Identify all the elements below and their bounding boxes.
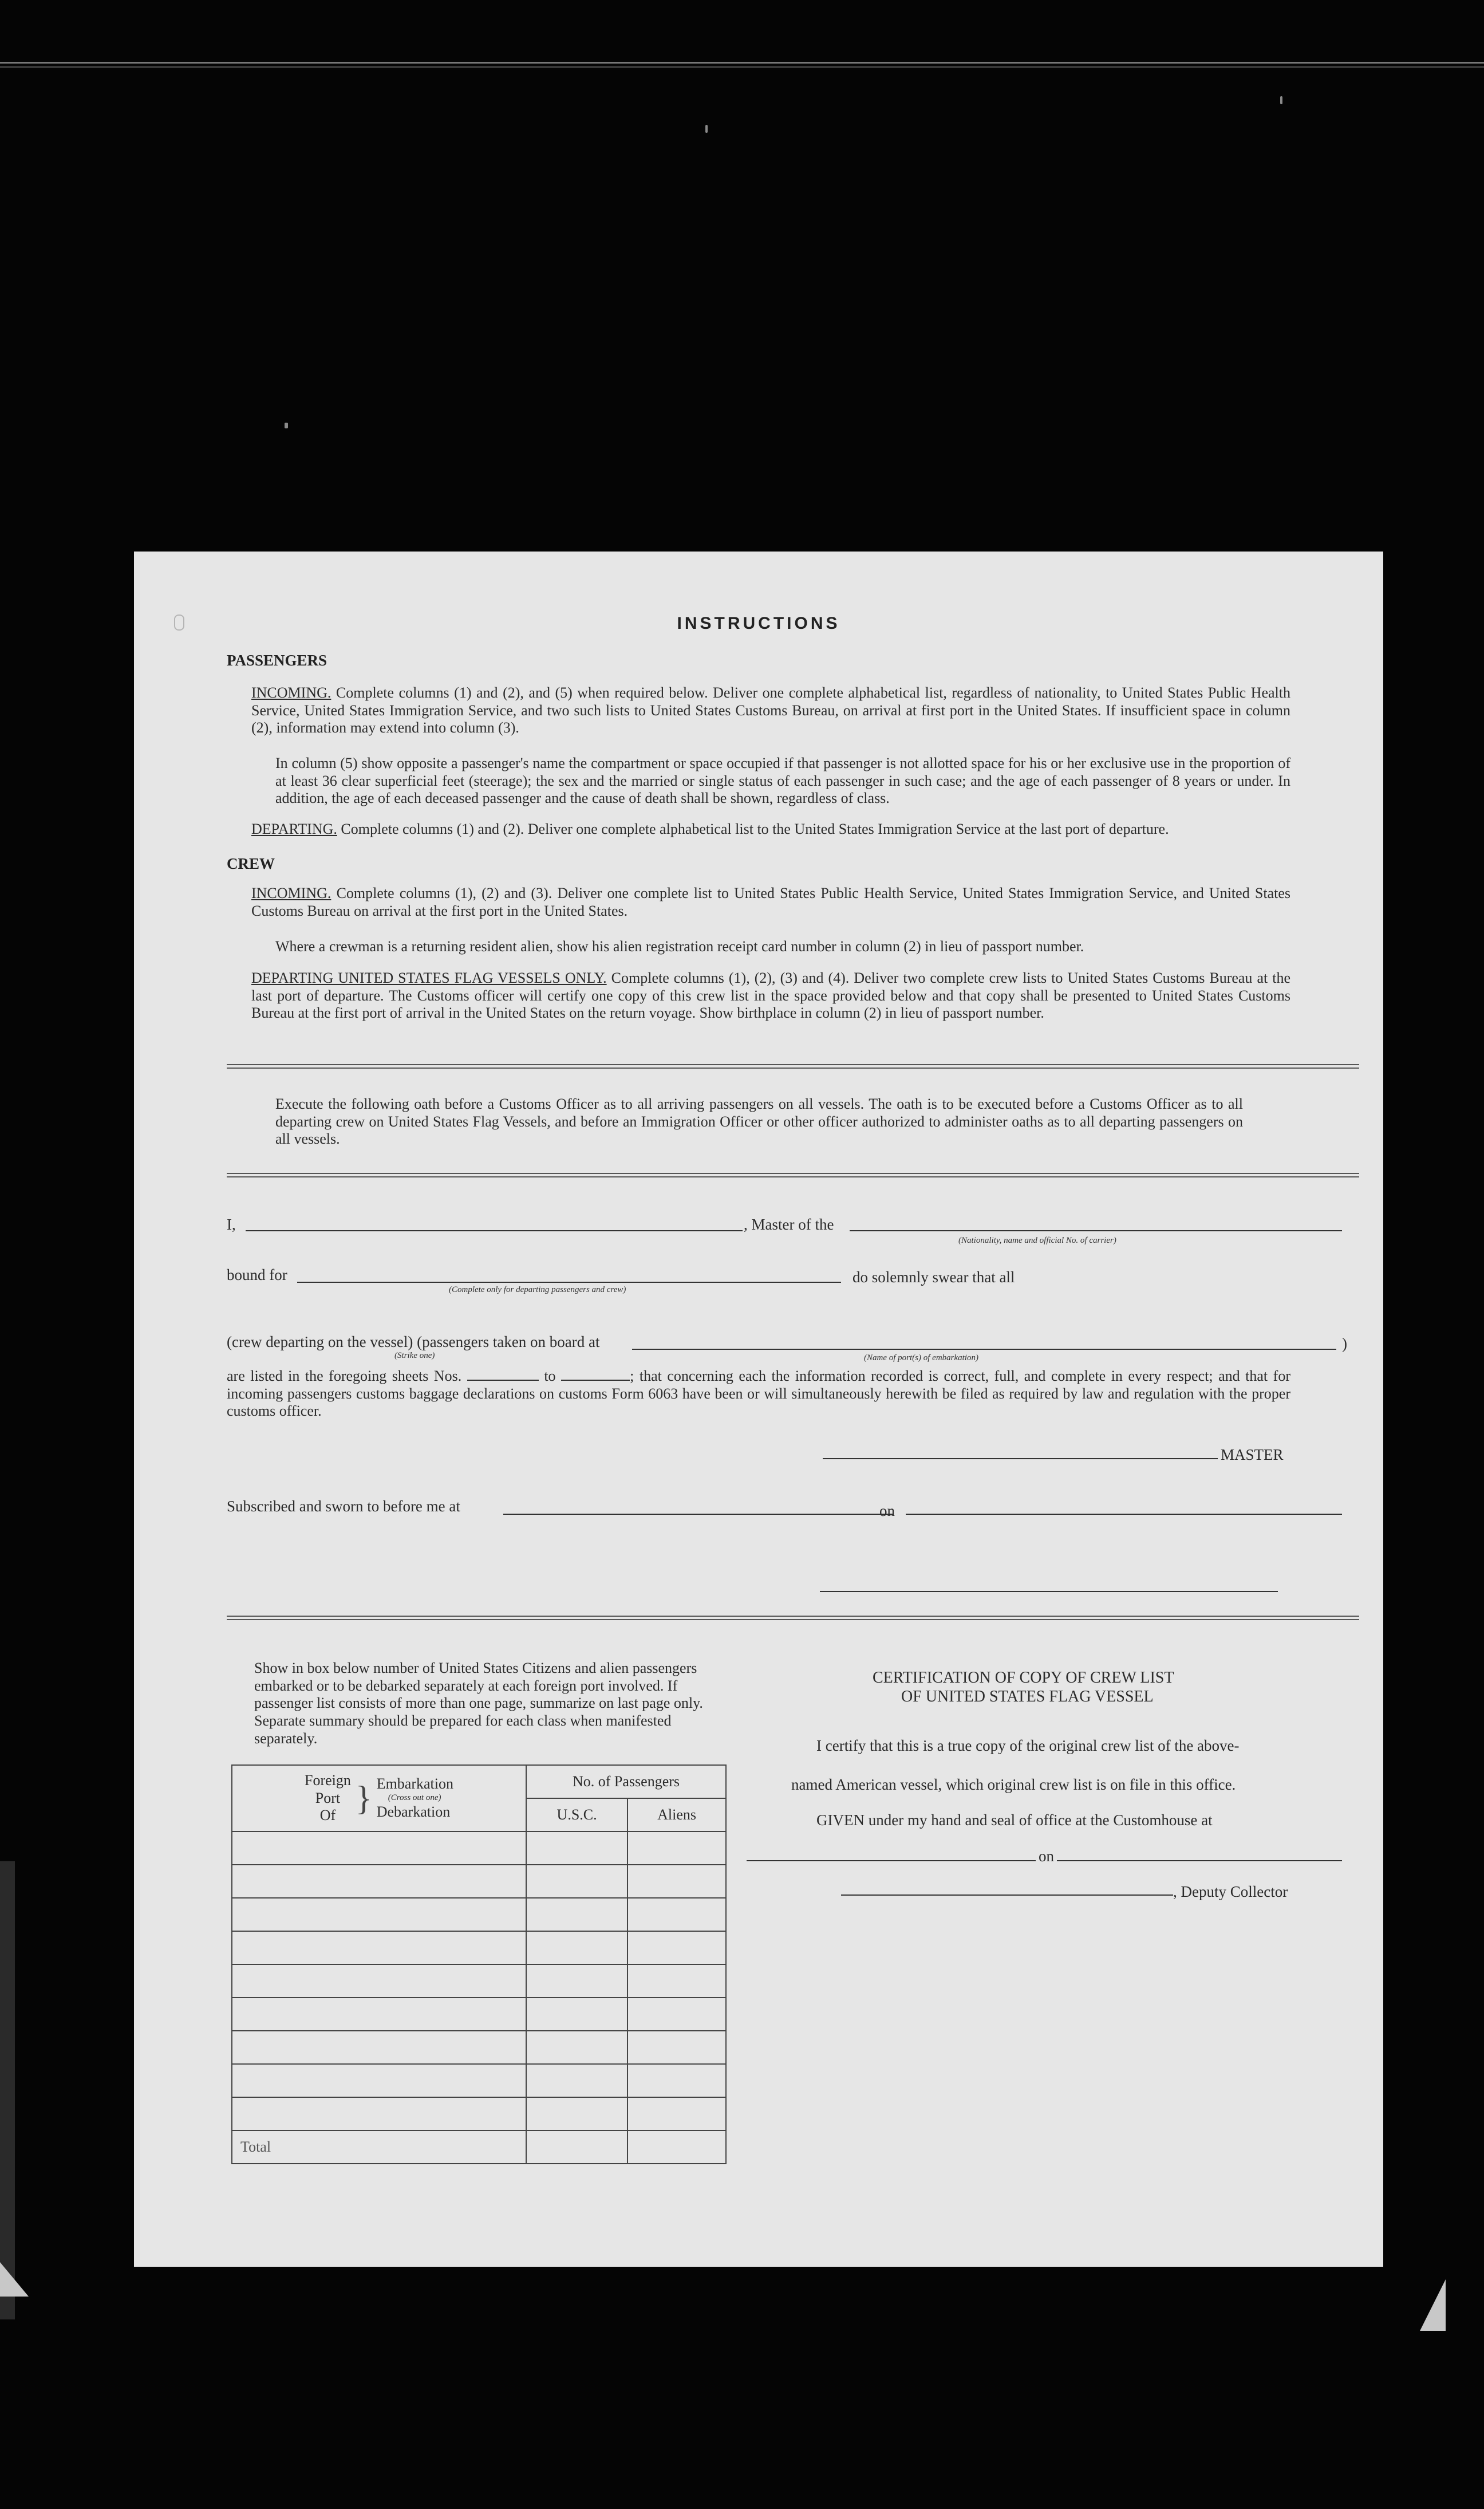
table-row xyxy=(232,1831,726,1865)
aliens-cell[interactable] xyxy=(627,1831,726,1865)
section-divider xyxy=(227,1064,1359,1069)
passengers-departing-paragraph xyxy=(251,821,1290,838)
passengers-incoming-text: Complete columns (1) and (2), and (5) when required below. Deliver one complete alphabetical list, regardless of nationality, to United States Public Health Service, United States Immigration Service, and two such lists to United States Customs Bureau, on arrival at first port in the United States. If insufficient space in column (2), information may extend into column (3). xyxy=(251,684,1291,736)
header-cross-out: (Cross out one) xyxy=(388,1793,441,1803)
port-cell[interactable] xyxy=(232,1831,526,1865)
ports-caption: (Name of port(s) of embarkation) xyxy=(864,1353,978,1362)
film-top-rule xyxy=(0,62,1484,64)
table-row xyxy=(232,1865,726,1898)
aliens-cell[interactable] xyxy=(627,2031,726,2064)
subscribed-on-label: on xyxy=(879,1502,895,1519)
oath-listed-to: to xyxy=(544,1368,556,1384)
aliens-cell[interactable] xyxy=(627,1964,726,1998)
port-cell[interactable] xyxy=(232,2031,526,2064)
aliens-cell[interactable] xyxy=(627,1865,726,1898)
port-cell[interactable] xyxy=(232,2064,526,2097)
usc-cell[interactable] xyxy=(526,2031,627,2064)
aliens-cell[interactable] xyxy=(627,1998,726,2031)
passengers-header-cell: No. of Passengers xyxy=(526,1765,726,1798)
header-embarkation: Embarkation xyxy=(376,1775,453,1793)
table-row xyxy=(232,1931,726,1964)
section-divider xyxy=(227,1173,1359,1177)
total-label: Total xyxy=(232,2130,526,2164)
usc-cell[interactable] xyxy=(526,2097,627,2130)
certification-date-field[interactable] xyxy=(1057,1860,1342,1861)
carrier-caption: (Nationality, name and official No. of carrier) xyxy=(958,1236,1116,1245)
passengers-incoming-label: INCOMING. xyxy=(251,684,331,701)
usc-cell[interactable] xyxy=(526,1998,627,2031)
crewman-paragraph: Where a crewman is a returning resident alien, show his alien registration receipt card number in column (2) in lieu of passport number. xyxy=(275,938,1084,955)
oath-swear: do solemnly swear that all xyxy=(852,1269,1015,1286)
usc-cell[interactable] xyxy=(526,1831,627,1865)
crew-incoming-text: Complete columns (1), (2) and (3). Deliver one complete list to United States Public Health Service, United States Immigration Service, and United States Customs Bureau on arrival at the first port in the United States. xyxy=(251,885,1290,919)
table-row xyxy=(232,2097,726,2130)
brace-glyph: } xyxy=(355,1779,372,1817)
passengers-heading: PASSENGERS xyxy=(227,652,327,669)
bound-for-caption: (Complete only for departing passengers and crew) xyxy=(449,1285,626,1294)
aliens-cell[interactable] xyxy=(627,1898,726,1931)
film-speck xyxy=(1280,96,1282,104)
sheet-from-field[interactable] xyxy=(467,1380,539,1381)
deputy-collector-signature-field[interactable] xyxy=(841,1894,1173,1896)
document-page xyxy=(134,552,1383,2267)
usc-cell[interactable] xyxy=(526,1865,627,1898)
master-name-field[interactable] xyxy=(246,1230,743,1231)
section-divider xyxy=(227,1616,1359,1620)
summary-instructions: Show in box below number of United States Citizens and alien passengers embarked or to be debarked separately at each foreign port involved. If passenger list consists of more than one page, summarize on last page only. Separate summary should be prepared for each class when manifested separately. xyxy=(254,1660,703,1747)
sheet-to-field[interactable] xyxy=(561,1380,630,1381)
flag-vessels-text: Complete columns (1), (2), (3) and (4). Deliver two complete crew lists to United States Customs Bureau at the last port of departure. The Customs officer will certify one copy of this crew list in the space provided below and that copy shall be presented to United States Customs Bureau at the first port of arrival in the United States on the return voyage. Show birthplace in column (2) in lieu of passport number. xyxy=(251,970,1291,1022)
header-foreign: Foreign xyxy=(305,1771,351,1789)
master-label: MASTER xyxy=(1221,1446,1284,1463)
deputy-collector-label: , Deputy Collector xyxy=(1173,1883,1288,1900)
film-corner-mark xyxy=(1420,2279,1446,2331)
aliens-header-cell: Aliens xyxy=(627,1798,726,1831)
crew-incoming-paragraph xyxy=(251,885,1290,920)
carrier-field[interactable] xyxy=(850,1230,1342,1231)
aliens-cell[interactable] xyxy=(627,1931,726,1964)
film-speck xyxy=(705,125,708,133)
passengers-departing-label: DEPARTING. xyxy=(251,821,337,837)
oath-intro: Execute the following oath before a Customs Officer as to all arriving passengers on all vessels. The oath is to be executed before a Customs Officer as to all departing crew on United States Flag Vessels, and before an Immigration Officer or other officer authorized to administer oaths as to all departing passengers on all vessels. xyxy=(275,1096,1243,1148)
header-port: Port xyxy=(315,1789,341,1806)
certification-title-1: CERTIFICATION OF COPY OF CREW LIST xyxy=(873,1669,1174,1687)
customhouse-field[interactable] xyxy=(747,1860,1036,1861)
table-row xyxy=(232,1898,726,1931)
crew-heading: CREW xyxy=(227,855,275,872)
oath-i-label: I, xyxy=(227,1216,236,1233)
embarkation-ports-field[interactable] xyxy=(632,1349,1336,1350)
usc-cell[interactable] xyxy=(526,1898,627,1931)
port-cell[interactable] xyxy=(232,1931,526,1964)
passengers-incoming-paragraph xyxy=(251,684,1290,737)
passenger-summary-table xyxy=(231,1764,727,2164)
bound-for-field[interactable] xyxy=(297,1282,841,1283)
table-row xyxy=(232,2031,726,2064)
table-row xyxy=(232,2064,726,2097)
flag-vessels-paragraph xyxy=(251,970,1290,1022)
master-signature-field[interactable] xyxy=(823,1458,1218,1459)
total-row xyxy=(232,2130,726,2164)
certification-title-2: OF UNITED STATES FLAG VESSEL xyxy=(901,1688,1154,1706)
total-aliens-cell[interactable] xyxy=(627,2130,726,2164)
usc-cell[interactable] xyxy=(526,1931,627,1964)
instructions-title: INSTRUCTIONS xyxy=(677,614,840,633)
officer-signature-field[interactable] xyxy=(820,1591,1278,1592)
certification-text-3: GIVEN under my hand and seal of office at the Customhouse at xyxy=(816,1811,1213,1829)
usc-cell[interactable] xyxy=(526,2064,627,2097)
certification-on-label: on xyxy=(1039,1848,1054,1865)
film-left-edge xyxy=(0,1861,15,2319)
port-cell[interactable] xyxy=(232,1964,526,1998)
total-usc-cell[interactable] xyxy=(526,2130,627,2164)
aliens-cell[interactable] xyxy=(627,2064,726,2097)
oath-crew-departing: (crew departing on the vessel) (passengers taken on board at xyxy=(227,1333,600,1350)
header-of: Of xyxy=(319,1807,336,1824)
table-row xyxy=(232,1998,726,2031)
port-cell[interactable] xyxy=(232,2097,526,2130)
port-header-cell xyxy=(232,1765,526,1831)
film-corner-mark xyxy=(0,2262,29,2297)
film-top-rule-2 xyxy=(0,66,1484,68)
crew-incoming-label: INCOMING. xyxy=(251,885,331,901)
oath-listed-paragraph xyxy=(227,1368,1290,1420)
usc-header-cell: U.S.C. xyxy=(526,1798,627,1831)
certification-text-1: I certify that this is a true copy of the original crew list of the above- xyxy=(816,1737,1240,1754)
port-cell[interactable] xyxy=(232,1898,526,1931)
passengers-departing-text: Complete columns (1) and (2). Deliver one complete alphabetical list to the United States Immigration Service at the last port of departure. xyxy=(341,821,1169,837)
oath-close-paren: ) xyxy=(1342,1335,1347,1352)
column5-paragraph: In column (5) show opposite a passenger's name the compartment or space occupied if that passenger is not allotted space for his or her exclusive use in the proportion of at least 36 clear superficial feet (steerage); the sex and the married or single status of each passenger in such case; and the age of each passenger of 8 years or under. In addition, the age of each deceased passenger and the cause of death shall be shown, regardless of class. xyxy=(275,755,1290,807)
table-row xyxy=(232,1964,726,1998)
aliens-cell[interactable] xyxy=(627,2097,726,2130)
header-debarkation: Debarkation xyxy=(376,1803,451,1820)
flag-vessels-label: DEPARTING UNITED STATES FLAG VESSELS ONLY. xyxy=(251,970,607,986)
port-cell[interactable] xyxy=(232,1998,526,2031)
oath-master-of: , Master of the xyxy=(744,1216,834,1233)
subscribed-date-field[interactable] xyxy=(906,1514,1342,1515)
oath-bound-for: bound for xyxy=(227,1266,287,1283)
film-speck xyxy=(285,423,288,428)
subscribed-label: Subscribed and sworn to before me at xyxy=(227,1498,460,1515)
strike-one-caption: (Strike one) xyxy=(394,1351,435,1360)
port-cell[interactable] xyxy=(232,1865,526,1898)
subscribed-place-field[interactable] xyxy=(503,1514,894,1515)
oath-listed-b: ; that concerning each the information recorded is correct, full, and complete in every respect; and that for incoming passengers customs baggage declarations on customs Form 6063 have been or will simultaneously herewith be filed as required by law and regulation with the proper customs officer. xyxy=(227,1368,1290,1420)
oath-listed-a: are listed in the foregoing sheets Nos. xyxy=(227,1368,462,1384)
faded-page-number xyxy=(174,615,184,631)
usc-cell[interactable] xyxy=(526,1964,627,1998)
certification-text-2: named American vessel, which original crew list is on file in this office. xyxy=(791,1776,1236,1793)
